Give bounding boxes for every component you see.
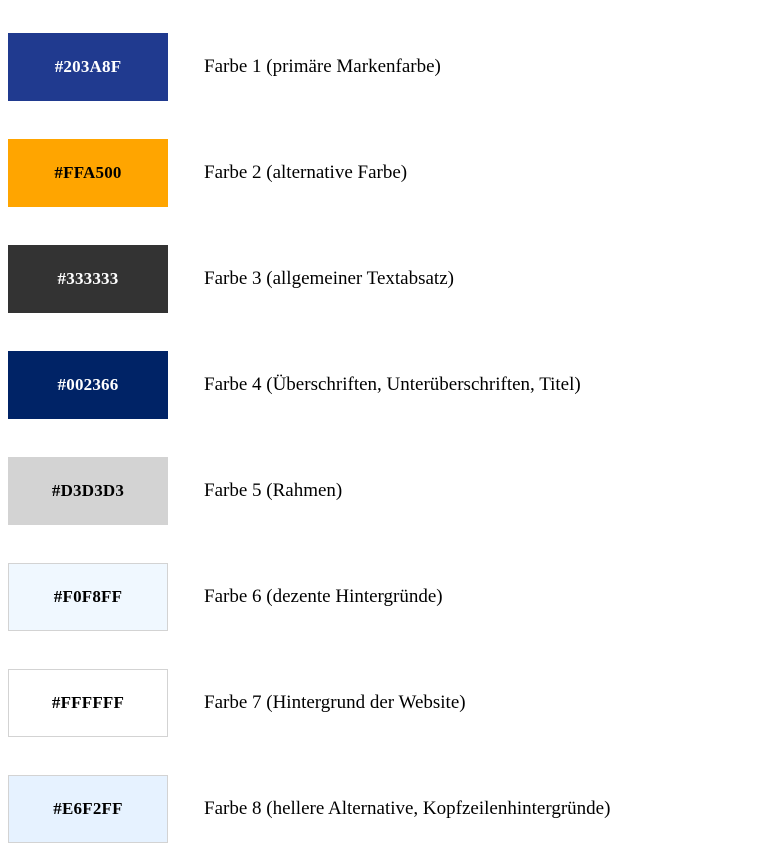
color-swatch <box>8 351 168 419</box>
color-hex-label: #FFA500 <box>54 163 122 182</box>
color-swatch <box>8 775 168 843</box>
palette-row <box>8 650 776 756</box>
palette-row <box>8 438 776 544</box>
palette-row <box>8 14 776 120</box>
palette-row <box>8 756 776 862</box>
palette-row <box>8 226 776 332</box>
color-description: Farbe 6 (dezente Hintergründe) <box>204 586 443 607</box>
color-swatch <box>8 139 168 207</box>
color-description: Farbe 8 (hellere Alternative, Kopfzeilenhintergründe) <box>204 798 611 819</box>
color-hex-label: #D3D3D3 <box>51 481 125 500</box>
color-description: Farbe 5 (Rahmen) <box>204 480 343 501</box>
color-description: Farbe 1 (primäre Markenfarbe) <box>204 56 441 77</box>
color-swatch <box>8 669 168 737</box>
color-description: Farbe 7 (Hintergrund der Website) <box>204 692 466 713</box>
color-hex-label: #203A8F <box>54 57 122 76</box>
color-swatch <box>8 457 168 525</box>
color-swatch <box>8 33 168 101</box>
palette-row <box>8 544 776 650</box>
color-description: Farbe 4 (Überschriften, Unterüberschriften, Titel) <box>204 374 581 395</box>
color-swatch <box>8 245 168 313</box>
palette-row <box>8 120 776 226</box>
color-description: Farbe 2 (alternative Farbe) <box>204 162 408 183</box>
color-hex-label: #002366 <box>57 375 119 394</box>
color-description: Farbe 3 (allgemeiner Textabsatz) <box>204 268 454 289</box>
color-hex-label: #E6F2FF <box>53 799 123 818</box>
color-hex-label: #FFFFFF <box>51 693 125 712</box>
palette-row <box>8 332 776 438</box>
color-swatch <box>8 563 168 631</box>
color-hex-label: #333333 <box>57 269 119 288</box>
color-hex-label: #F0F8FF <box>53 587 123 606</box>
